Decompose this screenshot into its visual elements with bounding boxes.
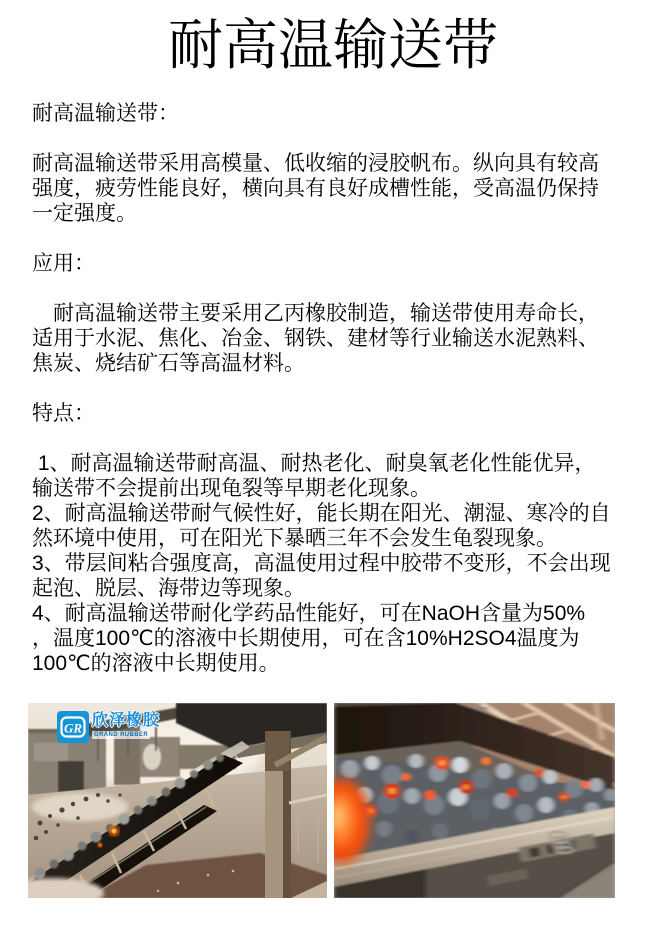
text-line bbox=[32, 226, 636, 251]
text-line: 焦炭、烧结矿石等高温材料。 bbox=[32, 352, 305, 375]
text-line: 100℃的溶液中长期使用。 bbox=[32, 652, 280, 675]
text-line: 耐高温输送带采用高模量、低收缩的浸胶帆布。纵向具有较高 bbox=[32, 152, 599, 175]
page-title: 耐高温输送带 bbox=[167, 14, 498, 76]
brand-name-en: GRAND RUBBER bbox=[94, 732, 149, 738]
photo-conveyor-plant bbox=[28, 703, 327, 898]
text-line: 4、耐高温输送带耐化学药品性能好，可在NaOH含量为50% bbox=[32, 602, 586, 625]
hot-material-belt-scene bbox=[334, 703, 615, 898]
svg-text:GR: GR bbox=[63, 720, 83, 736]
brand-logo bbox=[57, 711, 160, 743]
text-line bbox=[32, 376, 636, 401]
text-line: 适用于水泥、焦化、冶金、钢铁、建材等行业输送水泥熟料、 bbox=[32, 327, 599, 350]
text-line: 耐高温输送带主要采用乙丙橡胶制造，输送带使用寿命长， bbox=[32, 302, 599, 325]
text-line: 耐高温输送带： bbox=[32, 102, 179, 125]
text-line: ，温度100℃的溶液中长期使用，可在含10%H2SO4温度为 bbox=[32, 627, 580, 650]
brand-name bbox=[92, 711, 160, 739]
text-line bbox=[32, 126, 636, 151]
text-line: 2、耐高温输送带耐气候性好，能长期在阳光、潮湿、寒冷的自 bbox=[32, 502, 611, 525]
text-line: 强度，疲劳性能良好，横向具有良好成槽性能，受高温仍保持 bbox=[32, 177, 599, 200]
text-line: 起泡、脱层、海带边等现象。 bbox=[32, 577, 305, 600]
text-line: 特点： bbox=[32, 402, 95, 425]
text-line: 3、带层间粘合强度高，高温使用过程中胶带不变形，不会出现 bbox=[32, 552, 611, 575]
text-line: 1、耐高温输送带耐高温、耐热老化、耐臭氧老化性能优异， bbox=[32, 452, 596, 475]
text-line: 输送带不会提前出现龟裂等早期老化现象。 bbox=[32, 477, 431, 500]
text-line: 应用： bbox=[32, 252, 95, 275]
document-body bbox=[32, 101, 636, 676]
gr-monogram-icon bbox=[57, 711, 89, 743]
text-line bbox=[32, 426, 636, 451]
text-line: 然环境中使用，可在阳光下暴晒三年不会发生龟裂现象。 bbox=[32, 527, 557, 550]
brand-name-cn: 欣泽橡胶 bbox=[92, 712, 161, 729]
text-line: 一定强度。 bbox=[32, 202, 137, 225]
text-line bbox=[32, 276, 636, 301]
photo-hot-material-belt bbox=[334, 703, 615, 898]
